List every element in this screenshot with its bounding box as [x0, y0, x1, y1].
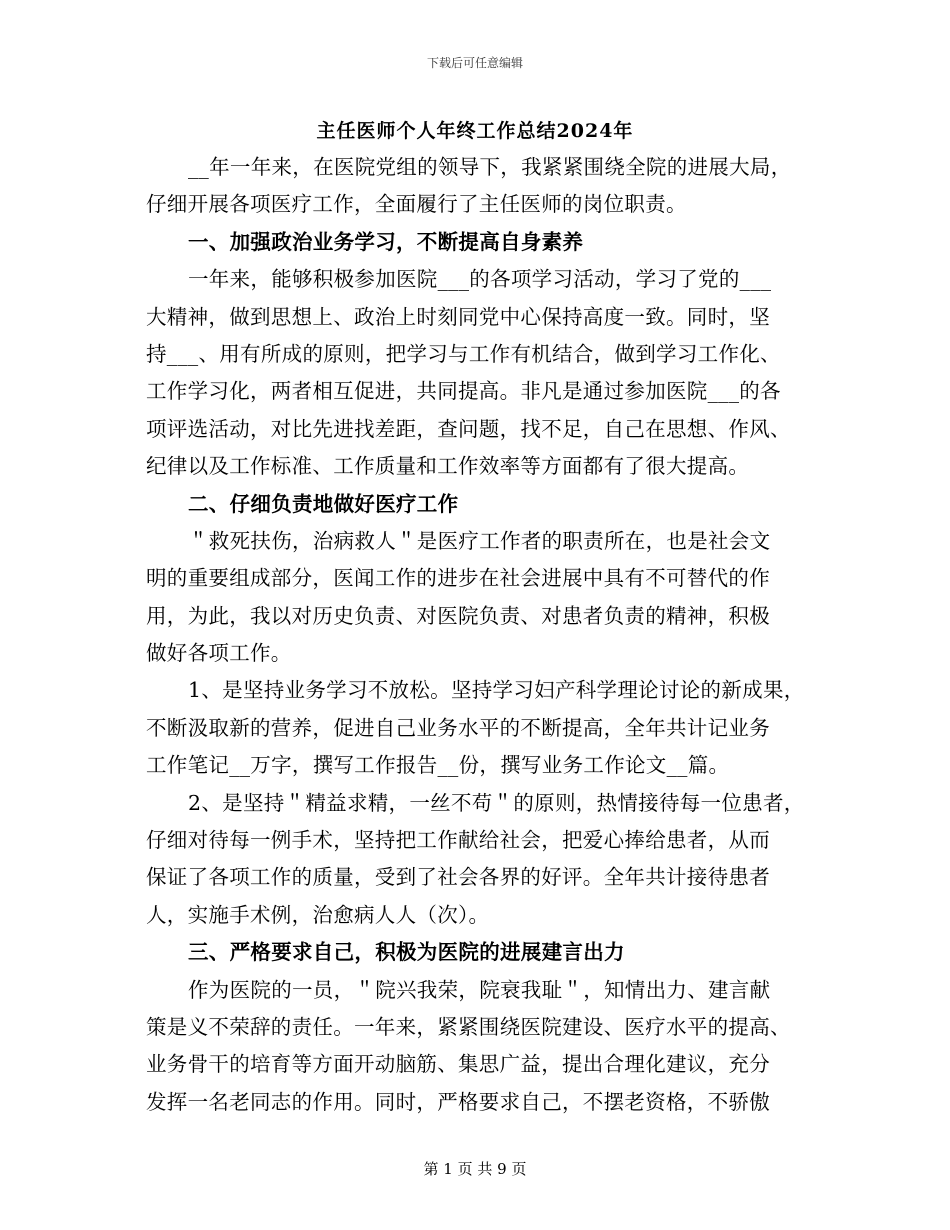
paragraph-line: 2、是坚持＂精益求精，一丝不苟＂的原则，热情接待每一位患者，	[188, 790, 805, 815]
paragraph-line: 仔细对待每一例手术，坚持把工作献给社会，把爱心捧给患者，从而	[146, 828, 770, 853]
paragraph-line: 业务骨干的培育等方面开动脑筋、集思广益，提出合理化建议，充分	[146, 1052, 770, 1077]
paragraph-line: 1、是坚持业务学习不放松。坚持学习妇产科学理论讨论的新成果，	[188, 678, 805, 703]
paragraph-line: __年一年来，在医院党组的领导下，我紧紧围绕全院的进展大局，	[188, 155, 792, 179]
page-footer: 第 1 页 共 9 页	[423, 1160, 527, 1178]
paragraph-line: 明的重要组成部分，医闻工作的进步在社会进展中具有不可替代的作	[146, 566, 770, 591]
paragraph-line: 大精神，做到思想上、政治上时刻同党中心保持高度一致。同时，坚	[146, 304, 770, 329]
paragraph-line: 发挥一名老同志的作用。同时，严格要求自己，不摆老资格，不骄傲	[146, 1089, 770, 1114]
paragraph-line: 工作学习化，两者相互促进，共同提高。非凡是通过参加医院___的各	[146, 379, 781, 404]
document-body	[146, 149, 826, 1121]
section-heading: 一、加强政治业务学习，不断提高自身素养	[188, 229, 584, 254]
document-title: 主任医师个人年终工作总结2024年	[316, 120, 634, 142]
paragraph-line: 工作笔记__万字，撰写工作报告__份，撰写业务工作论文__篇。	[146, 753, 730, 778]
paragraph-line: 作为医院的一员，＂院兴我荣，院衰我耻＂，知情出力、建言献	[188, 977, 771, 1002]
paragraph-line: 做好各项工作。	[146, 641, 292, 666]
paragraph-line: 保证了各项工作的质量，受到了社会各界的好评。全年共计接待患者	[146, 865, 770, 890]
paragraph-line: 仔细开展各项医疗工作，全面履行了主任医师的岗位职责。	[146, 192, 687, 217]
section-heading: 二、仔细负责地做好医疗工作	[188, 491, 459, 516]
header-note: 下载后可任意编辑	[426, 56, 523, 70]
paragraph-line: 策是义不荣辞的责任。一年来，紧紧围绕医院建设、医疗水平的提高、	[146, 1014, 791, 1039]
paragraph-line: 人，实施手术例，治愈病人人（次）。	[146, 902, 490, 927]
paragraph-line: 项评选活动，对比先进找差距，查问题，找不足，自己在思想、作风、	[146, 416, 791, 441]
paragraph-line: 持___、用有所成的原则，把学习与工作有机结合，做到学习工作化、	[146, 341, 781, 366]
paragraph-line: 不断汲取新的营养，促进自己业务水平的不断提高，全年共计记业务	[146, 715, 770, 740]
paragraph-line: 用，为此，我以对历史负责、对医院负责、对患者负责的精神，积极	[146, 603, 770, 628]
paragraph-line: 一年来，能够积极参加医院___的各项学习活动，学习了党的___	[188, 267, 772, 292]
section-heading: 三、严格要求自己，积极为医院的进展建言出力	[188, 940, 625, 965]
paragraph-line: 纪律以及工作标准、工作质量和工作效率等方面都有了很大提高。	[146, 454, 750, 479]
paragraph-line: ＂救死扶伤，治病救人＂是医疗工作者的职责所在，也是社会文	[188, 528, 771, 553]
